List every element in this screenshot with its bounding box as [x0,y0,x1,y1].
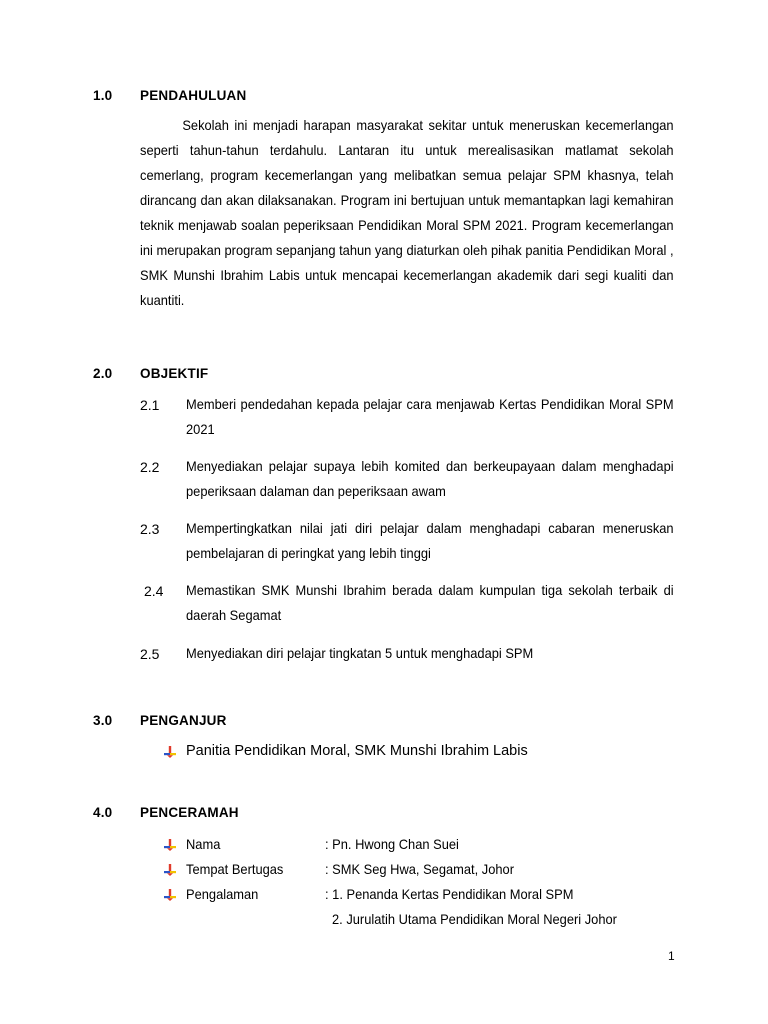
section-number-intro: 1.0 [93,88,113,103]
objective-number: 2.5 [140,646,160,662]
objective-number: 2.4 [144,583,164,599]
down-arrow-bullet-icon [164,746,176,758]
section-title-intro: PENDAHULUAN [140,88,247,103]
speaker-label: Pengalaman [186,886,259,902]
section-title-organizer: PENGANJUR [140,713,227,728]
objective-number: 2.2 [140,459,160,475]
down-arrow-bullet-icon [164,889,176,901]
intro-paragraph: Sekolah ini menjadi harapan masyarakat sekitar untuk meneruskan kecemerlangan seperti tahun-tahun terdahulu. Lantaran itu untuk merealisasikan matlamat sekolah cemerlang, program kecemerlangan yang melibatkan semua pelajar SPM khasnya, telah dirancang dan akan dilaksanakan. Program ini bertujuan untuk memantapkan lagi kemahiran teknik menjawab soalan peperiksaan Pendidikan Moral SPM 2021. Program kecemerlangan ini merupakan program sepanjang tahun yang diaturkan oleh pihak panitia Pendidikan Moral , SMK Munshi Ibrahim Labis untuk mencapai kecemerlangan akademik dari segi kualiti dan kuantiti. [140,117,674,308]
objective-text: Memastikan SMK Munshi Ibrahim berada dalam kumpulan tiga sekolah terbaik di daerah Segamat [186,582,674,623]
speaker-value: : Pn. Hwong Chan Suei [325,836,459,852]
speaker-label: Nama [186,836,221,852]
section-number-organizer: 3.0 [93,713,113,728]
speaker-label: Tempat Bertugas [186,861,284,877]
page-number: 1 [668,949,675,963]
organizer-text: Panitia Pendidikan Moral, SMK Munshi Ibrahim Labis [186,743,528,759]
objective-text: Memberi pendedahan kepada pelajar cara menjawab Kertas Pendidikan Moral SPM 2021 [186,396,674,437]
objective-number: 2.3 [140,521,160,537]
objective-text: Menyediakan diri pelajar tingkatan 5 untuk menghadapi SPM [186,645,534,661]
section-number-speaker: 4.0 [93,805,113,820]
section-number-objectives: 2.0 [93,366,113,381]
speaker-value: : SMK Seg Hwa, Segamat, Johor [325,861,515,877]
down-arrow-bullet-icon [164,839,176,851]
down-arrow-bullet-icon [164,864,176,876]
section-title-speaker: PENCERAMAH [140,805,239,820]
speaker-experience-continuation: 2. Jurulatih Utama Pendidikan Moral Negeri Johor [332,911,617,927]
section-title-objectives: OBJEKTIF [140,366,209,381]
objective-text: Mempertingkatkan nilai jati diri pelajar dalam menghadapi cabaran meneruskan pembelajaran di peringkat yang lebih tinggi [186,520,674,561]
objective-text: Menyediakan pelajar supaya lebih komited dan berkeupayaan dalam menghadapi peperiksaan dalaman dan peperiksaan awam [186,458,674,499]
speaker-value: : 1. Penanda Kertas Pendidikan Moral SPM [325,886,574,902]
objective-number: 2.1 [140,397,160,413]
